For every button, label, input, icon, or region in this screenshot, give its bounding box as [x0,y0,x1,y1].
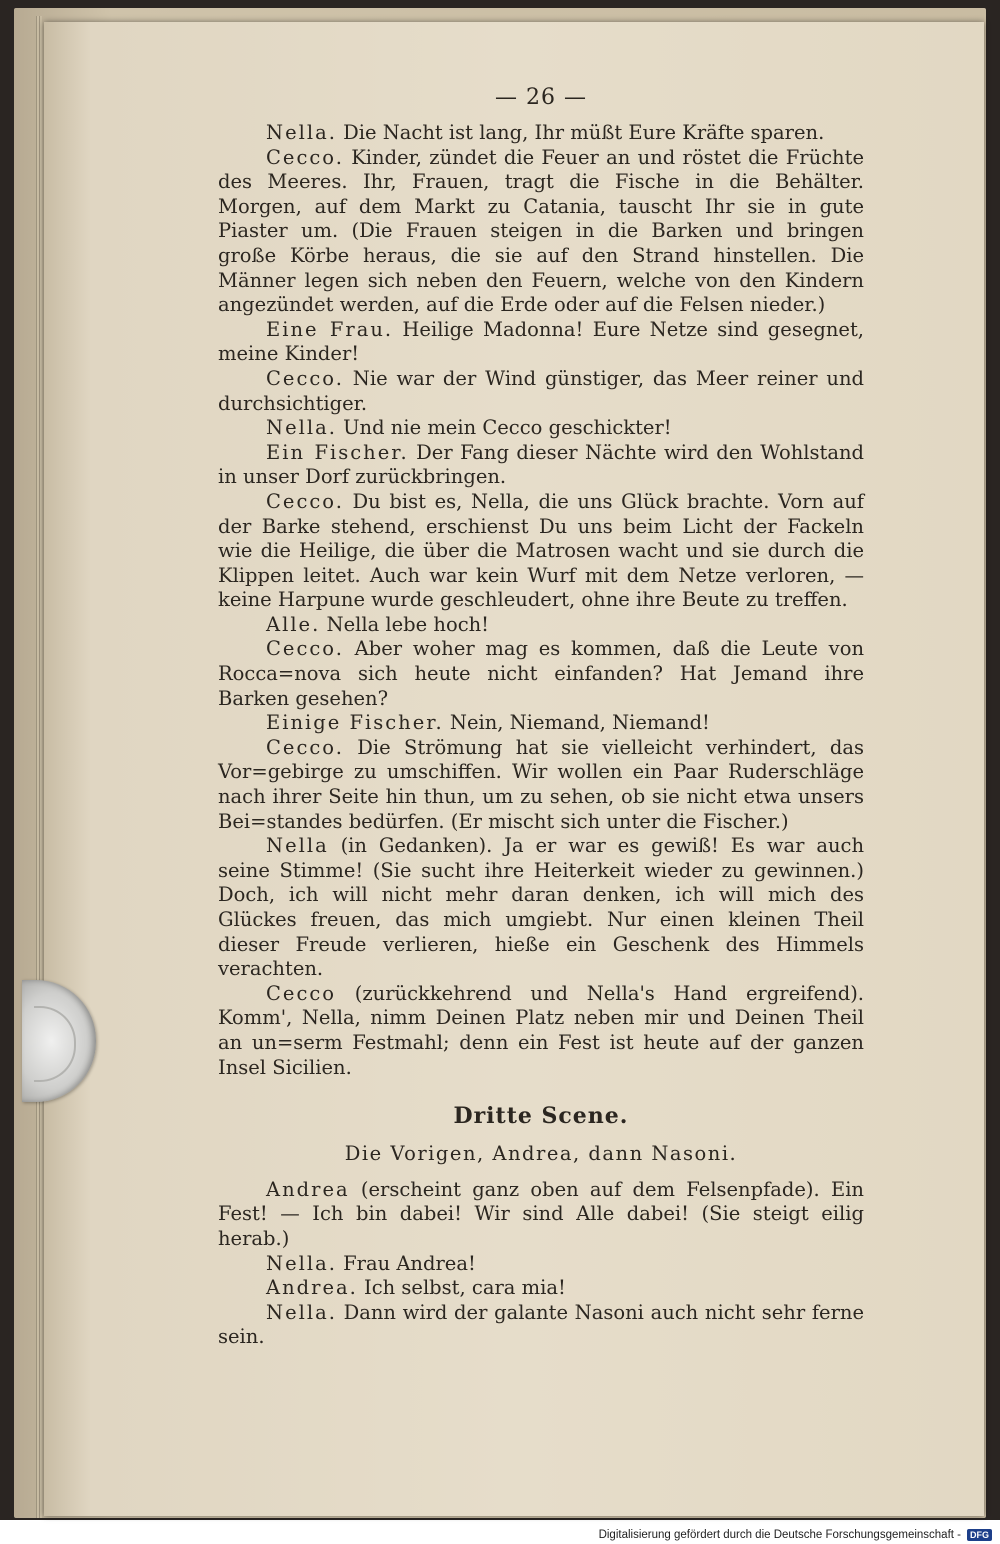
dialogue-text: Ich selbst, cara mia! [364,1276,566,1300]
speaker-name: Cecco. [266,637,344,661]
scene-heading: Dritte Scene. [453,1103,629,1130]
speaker-name: Cecco. [266,735,344,759]
dialogue-paragraph [218,1252,864,1277]
dialogue-text: Der Fang dieser Nächte wird den Wohlstand in unser Dorf zurückbringen. [218,440,865,489]
speaker-name: Cecco. [266,366,344,390]
dialogue-text: Du bist es, Nella, die uns Glück brachte. Vorn auf der Barke stehend, erschienst Du uns beim Licht der Fackeln wie die Heilige, die über die Matrosen wacht und sie durch die Klippen leitet. Auch war kein Wurf mit dem Netze verloren, — keine Harpune wurde geschleudert, ohne ihre Beute zu treffen. [218,489,864,612]
dialogue-text: Die Strömung hat sie vielleicht verhindert, das Vor=gebirge zu umschiffen. Wir wollen ein Paar Ruderschläge nach ihrer Seite hin thun, um zu sehen, ob sie nicht etwa unsers Bei=standes bedürfen. (Er mischt sich unter die Fischer.) [218,735,865,833]
page-number: — 26 — [495,85,587,110]
footer [599,1526,992,1544]
speaker-name: Cecco [266,981,337,1005]
dialogue-paragraph [218,441,864,490]
dialogue-text: (erscheint ganz oben auf dem Felsenpfade). Ein Fest! — Ich bin dabei! Wir sind Alle dabei! (Sie steigt eilig herab.) [218,1177,864,1250]
dialogue-paragraph [218,318,864,367]
dfg-logo: DFG [967,1529,992,1541]
speaker-name: Einige Fischer. [266,711,444,735]
speaker-name: Ein Fischer. [266,440,409,464]
dialogue-paragraph [218,490,864,613]
dialogue-paragraph [218,367,864,416]
speaker-name: Nella [266,834,329,858]
dialogue-text: Dann wird der galante Nasoni auch nicht sehr ferne sein. [218,1300,865,1349]
dialogue-paragraph [218,1301,864,1350]
dialogue-text: Nein, Niemand, Niemand! [449,711,710,735]
page-edges [36,16,42,1518]
dialogue-paragraph [218,146,864,318]
scene-cast: Die Vorigen, Andrea, dann Nasoni. [344,1142,738,1166]
speaker-name: Eine Frau. [266,317,394,341]
dialogue-paragraph [218,1178,864,1252]
dialogue-paragraph [218,637,864,711]
speaker-name: Cecco. [266,489,344,513]
dialogue-paragraph [218,834,864,982]
dialogue-paragraph [218,1276,864,1301]
dialogue-paragraph [218,613,864,638]
speaker-name: Andrea [266,1177,350,1201]
dialogue-text: Kinder, zündet die Feuer an und röstet die Früchte des Meeres. Ihr, Frauen, tragt die Fische in die Behälter. Morgen, auf dem Markt zu Catania, tauscht Ihr sie in gute Piaster um. (Die Frauen steigen in die Barken und bringen große Körbe heraus, die sie auf den Strand hinstellen. Die Männer legen sich neben den Feuern, welche von den Kindern angezündet werden, auf die Erde oder auf die Felsen nieder.) [218,145,864,317]
dialogue-text: Nie war der Wind günstiger, das Meer reiner und durchsichtiger. [218,366,865,415]
dialogue-block-2 [218,1178,864,1350]
dialogue-text: Und nie mein Cecco geschickter! [343,416,672,440]
speaker-name: Andrea. [266,1276,358,1300]
dialogue-block-1 [218,121,864,1080]
dialogue-paragraph [218,711,864,736]
speaker-name: Nella. [266,416,337,440]
speaker-name: Alle. [266,612,321,636]
dialogue-text: Aber woher mag es kommen, daß die Leute von Rocca=nova sich heute nicht einfanden? Hat Jemand ihre Barken gesehen? [218,637,864,710]
speaker-name: Cecco. [266,145,344,169]
dialogue-paragraph [218,736,864,834]
dialogue-text: (in Gedanken). Ja er war es gewiß! Es war auch seine Stimme! (Sie sucht ihre Heiterkeit wieder zu gewinnen.) Doch, ich will nicht mehr daran denken, ich will mich des Glückes freuen, das mich umgiebt. Nur einen kleinen Theil dieser Freude verlieren, hieße ein Geschenk des Himmels verachten. [218,834,864,981]
speaker-name: Nella. [266,1300,337,1324]
dialogue-text: Nella lebe hoch! [326,612,490,636]
dialogue-text: Die Nacht ist lang, Ihr müßt Eure Kräfte sparen. [343,121,825,144]
dialogue-paragraph [218,416,864,441]
speaker-name: Nella. [266,121,337,144]
dialogue-paragraph [218,982,864,1080]
footer-credit: Digitalisierung gefördert durch die Deutsche Forschungsgemeinschaft - [598,1529,961,1541]
page-text [218,85,864,1350]
dialogue-text: Frau Andrea! [343,1251,476,1275]
dialogue-text: Heilige Madonna! Eure Netze sind gesegnet, meine Kinder! [218,317,864,366]
dialogue-paragraph [218,121,864,146]
dialogue-text: (zurückkehrend und Nella's Hand ergreifend). Komm', Nella, nimm Deinen Platz neben mir und Deinen Theil an un=serm Festmahl; denn ein Fest ist heute auf der ganzen Insel Sicilien. [218,981,865,1079]
speaker-name: Nella. [266,1251,337,1275]
